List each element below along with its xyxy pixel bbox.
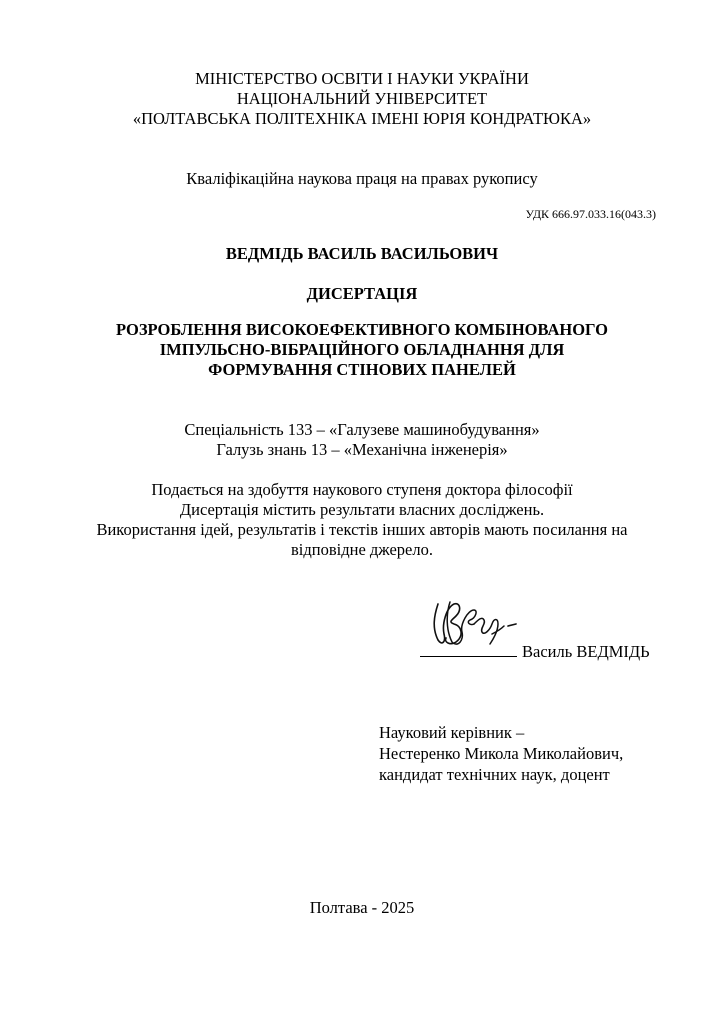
thesis-title-line-2: ІМПУЛЬСНО-ВІБРАЦІЙНОГО ОБЛАДНАННЯ ДЛЯ xyxy=(159,340,565,359)
ministry-line: МІНІСТЕРСТВО ОСВІТИ І НАУКИ УКРАЇНИ xyxy=(195,69,529,88)
statement-line-2: Дисертація містить результати власних досліджень. xyxy=(179,500,545,519)
handwritten-signature xyxy=(424,596,524,648)
manuscript-note: Кваліфікаційна наукова праця на правах рукопису xyxy=(186,169,538,188)
advisor-label: Науковий керівник – xyxy=(379,723,525,742)
advisor-name: Нестеренко Микола Миколайович, xyxy=(379,744,624,763)
signature-block xyxy=(418,596,688,666)
university-line: НАЦІОНАЛЬНИЙ УНІВЕРСИТЕТ xyxy=(236,89,488,108)
udk-code: УДК 666.97.033.16(043.3) xyxy=(525,207,656,221)
field-of-knowledge-line: Галузь знань 13 – «Механічна інженерія» xyxy=(216,440,508,459)
signature-line xyxy=(420,656,517,657)
advisor-block xyxy=(379,722,623,785)
city-year-footer: Полтава - 2025 xyxy=(309,898,415,917)
specialty-line: Спеціальність 133 – «Галузеве машинобудування» xyxy=(184,420,540,439)
statement-line-3: Використання ідей, результатів і текстів інших авторів мають посилання на xyxy=(96,520,628,539)
document-type: ДИСЕРТАЦІЯ xyxy=(306,284,418,303)
university-name-line: «ПОЛТАВСЬКА ПОЛІТЕХНІКА ІМЕНІ ЮРІЯ КОНДРАТЮКА» xyxy=(132,109,592,128)
advisor-degree: кандидат технічних наук, доцент xyxy=(379,765,610,784)
author-name: ВЕДМІДЬ ВАСИЛЬ ВАСИЛЬОВИЧ xyxy=(225,244,499,263)
statement-line-4: відповідне джерело. xyxy=(291,540,433,559)
signatory-name: Василь ВЕДМІДЬ xyxy=(522,642,650,661)
thesis-title-line-1: РОЗРОБЛЕННЯ ВИСОКОЕФЕКТИВНОГО КОМБІНОВАНОГО xyxy=(116,320,608,339)
thesis-title-line-3: ФОРМУВАННЯ СТІНОВИХ ПАНЕЛЕЙ xyxy=(208,360,516,379)
statement-line-1: Подається на здобуття наукового ступеня доктора філософії xyxy=(151,480,573,499)
